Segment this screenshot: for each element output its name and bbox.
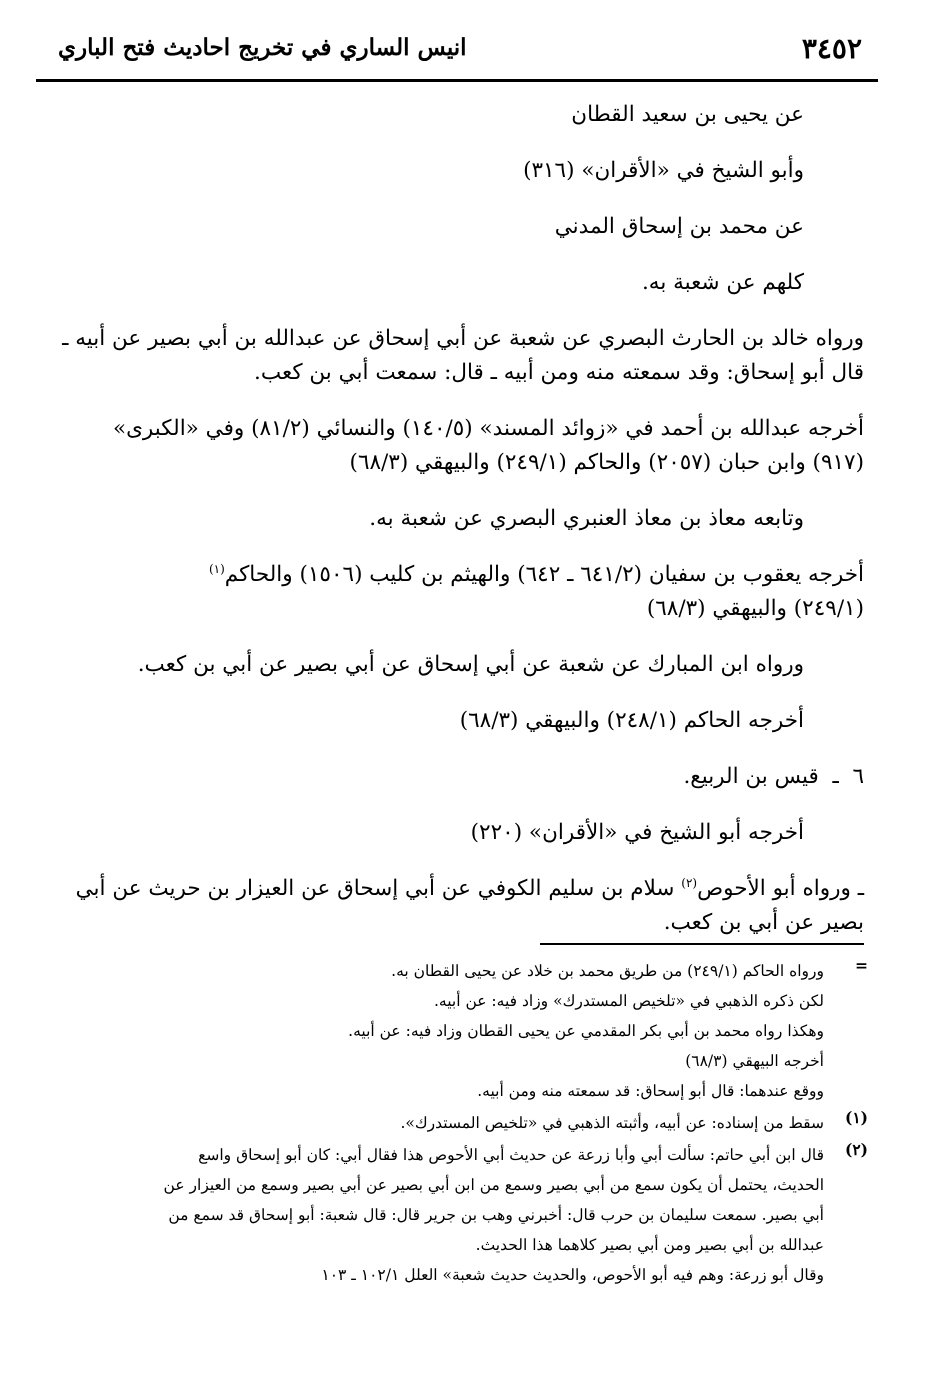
item-dash: ـ <box>832 764 839 789</box>
footnote-line: وهكذا رواه محمد بن أبي بكر المقدمي عن يحيى القطان وزاد فيه: عن أبيه. <box>348 1022 824 1040</box>
footnote <box>160 1140 868 1290</box>
text-line: وتابعه معاذ بن معاذ العنبري البصري عن شعبة به. <box>369 506 804 531</box>
paragraph: أخرجه عبدالله بن أحمد في «زوائد المسند» (١٤٠/٥) والنسائي (٨١/٢) وفي «الكبرى» (٩١٧) وابن حبان (٢٠٥٧) والحاكم (٢٤٩/١) والبيهقي (٦٨/٣) <box>112 416 864 475</box>
footnote-body <box>160 956 824 1106</box>
footnote-line: قال ابن أبي حاتم: سألت أبي وأبا زرعة عن حديث أبي الأحوص هذا فقال أبي: كان أبو إسحاق واسع الحديث، يحتمل أن يكون سمع من أبي بصير وسمع من ابن أبي بصير عن أبي بصير وسمع من العيزار عن أبي بصير. سمعت سليمان بن حرب قال: أخبرني وهب بن جرير قال: قال شعبة: أبو إسحاق قد سمع من عبدالله بن أبي بصير ومن أبي بصير كلاهما هذا الحديث. <box>163 1146 824 1254</box>
text-line: وأبو الشيخ في «الأقران» (٣١٦) <box>523 158 804 183</box>
footnote-line: أخرجه البيهقي (٦٨/٣) <box>685 1052 824 1070</box>
text-line: أخرجه أبو الشيخ في «الأقران» (٢٢٠) <box>470 820 804 845</box>
footnote-line: سقط من إسناده: عن أبيه، وأثبته الذهبي في «تلخيص المستدرك». <box>400 1114 824 1132</box>
footnote-ref: (٢) <box>681 875 698 890</box>
numbered-item <box>58 760 864 794</box>
text-line: عن يحيى بن سعيد القطان <box>571 102 804 127</box>
footnote-line: ووقع عندهما: قال أبو إسحاق: قد سمعته منه ومن أبيه. <box>477 1082 824 1100</box>
text-run: ـ ورواه أبو الأحوص <box>697 876 864 901</box>
text-line: (٢٤٩/١) والبيهقي (٦٨/٣) <box>646 596 864 621</box>
footnote-marker: (٢) <box>844 1140 868 1159</box>
header-rule <box>36 79 878 82</box>
paragraph <box>58 872 864 940</box>
footnote-line: وقال أبو زرعة: وهم فيه أبو الأحوص، والحديث حديث شعبة» العلل ١٠٢/١ ـ ١٠٣ <box>321 1266 824 1284</box>
footnote-marker: = <box>855 956 868 975</box>
text-line: ورواه ابن المبارك عن شعبة عن أبي إسحاق عن أبي بصير عن أبي بن كعب. <box>137 652 804 677</box>
footnote-marker: (١) <box>844 1108 868 1127</box>
footnotes <box>160 956 868 1292</box>
main-text <box>58 98 864 940</box>
footnote-separator <box>540 943 864 945</box>
footnote <box>160 956 868 1106</box>
footnote-line: لكن ذكره الذهبي في «تلخيص المستدرك» وزاد فيه: عن أبيه. <box>434 992 824 1010</box>
text-run: سلام بن سليم الكوفي عن أبي إسحاق عن العيزار بن حريث عن أبي بصير عن أبي بن كعب. <box>75 876 864 935</box>
text-line: عن محمد بن إسحاق المدني <box>554 214 804 239</box>
text-line: أخرجه الحاكم (٢٤٨/١) والبيهقي (٦٨/٣) <box>459 708 804 733</box>
text-run: أخرجه يعقوب بن سفيان (٦٤١/٢ ـ ٦٤٢) والهيثم بن كليب (١٥٠٦) والحاكم <box>224 562 864 587</box>
footnote <box>160 1108 868 1138</box>
footnote-body <box>160 1140 824 1290</box>
running-title: انيس الساري في تخريج احاديث فتح الباري <box>58 34 467 61</box>
text-line: كلهم عن شعبة به. <box>641 270 804 295</box>
footnote-ref: (١) <box>208 561 225 576</box>
footnote-line: ورواه الحاكم (٢٤٩/١) من طريق محمد بن خلاد عن يحيى القطان به. <box>391 962 824 980</box>
paragraph: ورواه خالد بن الحارث البصري عن شعبة عن أبي إسحاق عن عبدالله بن أبي بصير عن أبيه ـ قال أبو إسحاق: وقد سمعته منه ومن أبيه ـ قال: سمعت أبي بن كعب. <box>62 326 864 385</box>
item-text: قيس بن الربيع. <box>683 764 819 789</box>
item-number: ٦ <box>852 764 864 789</box>
footnote-body <box>160 1108 824 1138</box>
page-header <box>36 30 878 82</box>
page-number: ٣٤٥٢ <box>801 32 862 65</box>
paragraph <box>58 558 864 592</box>
